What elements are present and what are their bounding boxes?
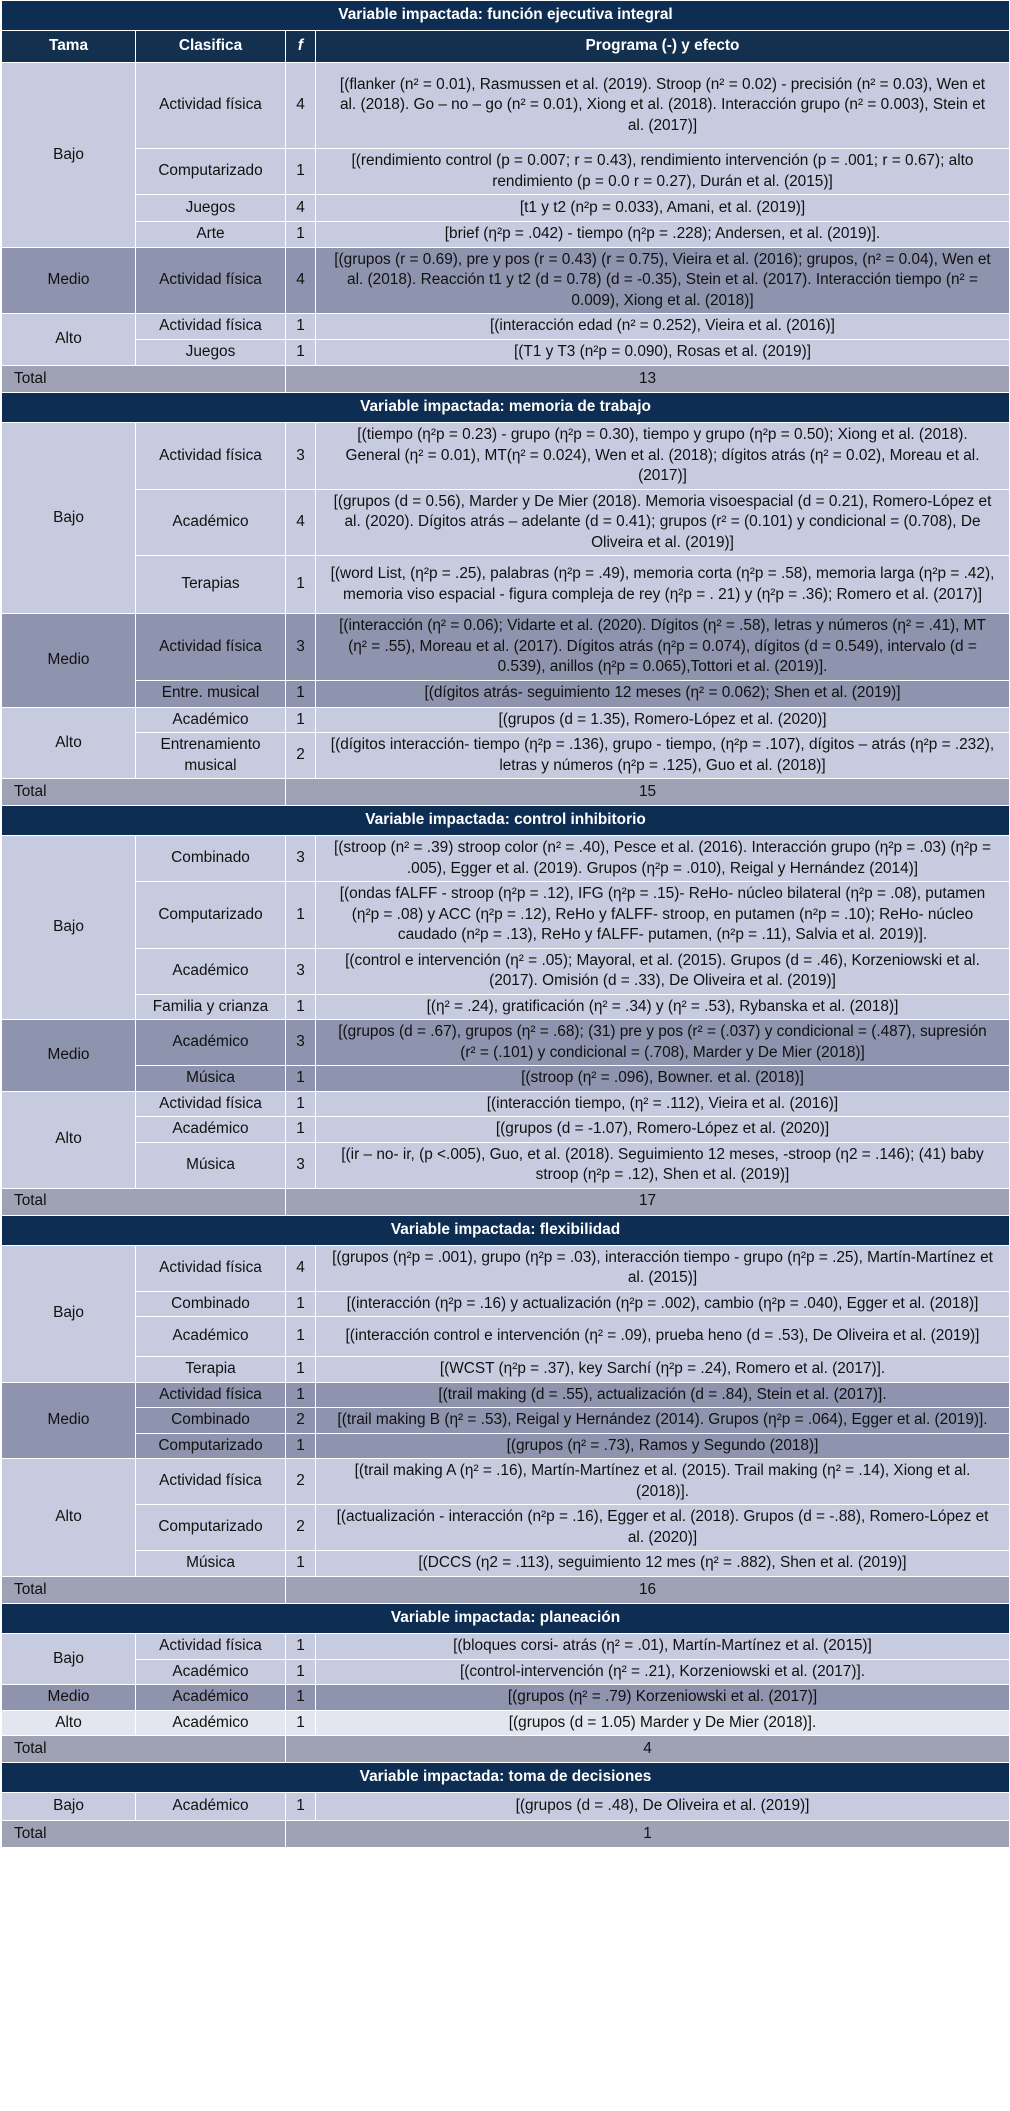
header-f: f xyxy=(286,31,316,63)
table-row xyxy=(2,556,1010,614)
total-label: Total xyxy=(2,366,286,393)
frequency-cell: 3 xyxy=(286,948,316,994)
table-row xyxy=(2,1357,1010,1383)
table-row xyxy=(2,1459,1010,1505)
programa-cell: [(rendimiento control (p = 0.007; r = 0.43), rendimiento intervención (p = .001; r = 0.67); alto rendimiento (p = 0.0 r = 0.27), Durán et al. (2015)] xyxy=(316,149,1010,195)
section-title: Variable impactada: memoria de trabajo xyxy=(2,393,1010,423)
clasifica-cell: Académico xyxy=(136,707,286,733)
clasifica-cell: Actividad física xyxy=(136,1091,286,1117)
table-row xyxy=(2,1793,1010,1821)
table-row xyxy=(2,1685,1010,1711)
section-title: Variable impactada: flexibilidad xyxy=(2,1215,1010,1245)
programa-cell: [(dígitos interacción- tiempo (η²p = .136), grupo - tiempo, (η²p = .107), dígitos – atrás (η²p = .232), letras y números (η²p = .125), Guo et al. (2018)] xyxy=(316,733,1010,779)
clasifica-cell: Juegos xyxy=(136,195,286,222)
header-programa: Programa (-) y efecto xyxy=(316,31,1010,63)
clasifica-cell: Académico xyxy=(136,1117,286,1143)
table-row xyxy=(2,489,1010,556)
table-row xyxy=(2,1117,1010,1143)
table-row xyxy=(2,1433,1010,1459)
clasifica-cell: Arte xyxy=(136,222,286,248)
tama-cell: Alto xyxy=(2,707,136,779)
table-row xyxy=(2,1408,1010,1434)
table-row xyxy=(2,1066,1010,1092)
frequency-cell: 1 xyxy=(286,882,316,949)
frequency-cell: 1 xyxy=(286,994,316,1020)
frequency-cell: 1 xyxy=(286,1793,316,1821)
clasifica-cell: Académico xyxy=(136,1317,286,1357)
table-row xyxy=(2,1291,1010,1317)
total-label: Total xyxy=(2,1188,286,1215)
frequency-cell: 4 xyxy=(286,195,316,222)
clasifica-cell: Académico xyxy=(136,948,286,994)
programa-cell: [(interacción control e intervención (η² = .09), prueba heno (d = .53), De Oliveira et al. (2019)] xyxy=(316,1317,1010,1357)
programa-cell: [(DCCS (η2 = .113), seguimiento 12 mes (η² = .882), Shen et al. (2019)] xyxy=(316,1551,1010,1577)
table-row xyxy=(2,1634,1010,1660)
tama-cell: Bajo xyxy=(2,836,136,1020)
tama-cell: Alto xyxy=(2,1091,136,1188)
frequency-cell: 1 xyxy=(286,1685,316,1711)
programa-cell: [(dígitos atrás- seguimiento 12 meses (η² = 0.062); Shen et al. (2019)] xyxy=(316,680,1010,707)
frequency-cell: 3 xyxy=(286,1020,316,1066)
results-table-body xyxy=(2,1,1010,1848)
programa-cell: [(grupos (η² = .73), Ramos y Segundo (2018)] xyxy=(316,1433,1010,1459)
programa-cell: [(stroop (n² = .39) stroop color (n² = .40), Pesce et al. (2016). Interacción grupo (η²p = .03) (η²p = .005), Egger et al. (2019). Grupos (η²p = .010), Reigal y Hernández (2014)] xyxy=(316,836,1010,882)
table-row xyxy=(2,948,1010,994)
programa-cell: [(interacción tiempo, (η² = .112), Vieira et al. (2016)] xyxy=(316,1091,1010,1117)
tama-cell: Medio xyxy=(2,247,136,314)
clasifica-cell: Entre. musical xyxy=(136,680,286,707)
frequency-cell: 1 xyxy=(286,1551,316,1577)
programa-cell: [(grupos (η²p = .001), grupo (η²p = .03), interacción tiempo - grupo (η²p = .25), Martín-Martínez et al. (2015)] xyxy=(316,1245,1010,1291)
clasifica-cell: Académico xyxy=(136,489,286,556)
clasifica-cell: Música xyxy=(136,1066,286,1092)
programa-cell: [(stroop (η² = .096), Bowner. et al. (2018)] xyxy=(316,1066,1010,1092)
table-row xyxy=(2,340,1010,366)
frequency-cell: 1 xyxy=(286,1317,316,1357)
clasifica-cell: Computarizado xyxy=(136,1505,286,1551)
frequency-cell: 1 xyxy=(286,1382,316,1408)
table-row xyxy=(2,733,1010,779)
clasifica-cell: Computarizado xyxy=(136,882,286,949)
clasifica-cell: Actividad física xyxy=(136,247,286,314)
section-header-row xyxy=(2,1763,1010,1793)
programa-cell: [(trail making B (η² = .53), Reigal y Hernández (2014). Grupos (η²p = .064), Egger et al. (2019)]. xyxy=(316,1408,1010,1434)
frequency-cell: 1 xyxy=(286,680,316,707)
section-title: Variable impactada: planeación xyxy=(2,1604,1010,1634)
programa-cell: [(control-intervención (η² = .21), Korzeniowski et al. (2017)]. xyxy=(316,1659,1010,1685)
total-label: Total xyxy=(2,1577,286,1604)
table-row xyxy=(2,423,1010,490)
total-row xyxy=(2,1577,1010,1604)
tama-cell: Medio xyxy=(2,1020,136,1092)
programa-cell: [(tiempo (η²p = 0.23) - grupo (η²p = 0.30), tiempo y grupo (η²p = 0.50); Xiong et al. (2018). General (η² = 0.01), MT(η² = 0.024), Wen et al. (2018); dígitos atrás (η² = 0.02), Moreau et al. (2017)] xyxy=(316,423,1010,490)
table-row xyxy=(2,247,1010,314)
clasifica-cell: Terapias xyxy=(136,556,286,614)
clasifica-cell: Música xyxy=(136,1551,286,1577)
frequency-cell: 3 xyxy=(286,614,316,681)
clasifica-cell: Actividad física xyxy=(136,423,286,490)
total-label: Total xyxy=(2,1821,286,1848)
clasifica-cell: Música xyxy=(136,1142,286,1188)
table-row xyxy=(2,195,1010,222)
total-label: Total xyxy=(2,779,286,806)
tama-cell: Medio xyxy=(2,614,136,708)
tama-cell: Bajo xyxy=(2,1245,136,1382)
clasifica-cell: Combinado xyxy=(136,1408,286,1434)
programa-cell: [(flanker (n² = 0.01), Rasmussen et al. (2019). Stroop (n² = 0.02) - precisión (n² = 0.03), Wen et al. (2018). Go – no – go (n² = 0.01), Xiong et al. (2018). Interacción grupo (n² = 0.003), Stein et al. (2017)] xyxy=(316,63,1010,149)
frequency-cell: 2 xyxy=(286,733,316,779)
total-row xyxy=(2,1736,1010,1763)
programa-cell: [(grupos (η² = .79) Korzeniowski et al. (2017)] xyxy=(316,1685,1010,1711)
total-row xyxy=(2,779,1010,806)
programa-cell: [(control e intervención (η² = .05); Mayoral, et al. (2015). Grupos (d = .46), Korzeniowski et al. (2017). Omisión (d = .33), De Oliveira et al. (2019)] xyxy=(316,948,1010,994)
frequency-cell: 2 xyxy=(286,1459,316,1505)
clasifica-cell: Académico xyxy=(136,1710,286,1736)
frequency-cell: 1 xyxy=(286,1710,316,1736)
clasifica-cell: Actividad física xyxy=(136,614,286,681)
tama-cell: Bajo xyxy=(2,1793,136,1821)
tama-cell: Alto xyxy=(2,1459,136,1577)
section-header-row xyxy=(2,393,1010,423)
clasifica-cell: Académico xyxy=(136,1659,286,1685)
total-value: 13 xyxy=(286,366,1010,393)
table-row xyxy=(2,222,1010,248)
section-header-row xyxy=(2,1215,1010,1245)
clasifica-cell: Juegos xyxy=(136,340,286,366)
section-title: Variable impactada: toma de decisiones xyxy=(2,1763,1010,1793)
frequency-cell: 4 xyxy=(286,1245,316,1291)
programa-cell: [(T1 y T3 (n²p = 0.090), Rosas et al. (2019)] xyxy=(316,340,1010,366)
total-value: 15 xyxy=(286,779,1010,806)
programa-cell: [(interacción (η²p = .16) y actualización (η²p = .002), cambio (η²p = .040), Egger et al. (2018)] xyxy=(316,1291,1010,1317)
programa-cell: [(grupos (r = 0.69), pre y pos (r = 0.43) (r = 0.75), Vieira et al. (2016); grupos, (n² = 0.04), Wen et al. (2018). Reacción t1 y t2 (d = 0.78) (d = -0.35), Stein et al. (2017). Interacción tiempo (n² = 0.009), Xiong et al. (2018)] xyxy=(316,247,1010,314)
total-label: Total xyxy=(2,1736,286,1763)
frequency-cell: 3 xyxy=(286,423,316,490)
programa-cell: [(trail making A (η² = .16), Martín-Martínez et al. (2015). Trail making (η² = .14), Xiong et al. (2018)]. xyxy=(316,1459,1010,1505)
table-row xyxy=(2,149,1010,195)
table-row xyxy=(2,1551,1010,1577)
clasifica-cell: Académico xyxy=(136,1020,286,1066)
clasifica-cell: Computarizado xyxy=(136,149,286,195)
frequency-cell: 2 xyxy=(286,1408,316,1434)
total-row xyxy=(2,1188,1010,1215)
programa-cell: [(η² = .24), gratificación (η² = .34) y (η² = .53), Rybanska et al. (2018)] xyxy=(316,994,1010,1020)
frequency-cell: 3 xyxy=(286,836,316,882)
total-value: 1 xyxy=(286,1821,1010,1848)
frequency-cell: 1 xyxy=(286,222,316,248)
programa-cell: [(trail making (d = .55), actualización (d = .84), Stein et al. (2017)]. xyxy=(316,1382,1010,1408)
clasifica-cell: Académico xyxy=(136,1685,286,1711)
tama-cell: Bajo xyxy=(2,63,136,248)
table-row xyxy=(2,1245,1010,1291)
tama-cell: Alto xyxy=(2,314,136,366)
programa-cell: [(ir – no- ir, (p <.005), Guo, et al. (2018). Seguimiento 12 meses, -stroop (η2 = .146); (41) baby stroop (η²p = .12), Shen et al. (2019)] xyxy=(316,1142,1010,1188)
clasifica-cell: Terapia xyxy=(136,1357,286,1383)
table-row xyxy=(2,63,1010,149)
frequency-cell: 1 xyxy=(286,314,316,340)
table-row xyxy=(2,1382,1010,1408)
programa-cell: [(grupos (d = -1.07), Romero-López et al. (2020)] xyxy=(316,1117,1010,1143)
frequency-cell: 1 xyxy=(286,1433,316,1459)
section-title: Variable impactada: función ejecutiva integral xyxy=(2,1,1010,31)
section-header-row xyxy=(2,1604,1010,1634)
clasifica-cell: Entrenamiento musical xyxy=(136,733,286,779)
frequency-cell: 1 xyxy=(286,1066,316,1092)
frequency-cell: 4 xyxy=(286,247,316,314)
column-header-row xyxy=(2,31,1010,63)
tama-cell: Alto xyxy=(2,1710,136,1736)
table-row xyxy=(2,680,1010,707)
programa-cell: [(grupos (d = 1.05) Marder y De Mier (2018)]. xyxy=(316,1710,1010,1736)
table-row xyxy=(2,1505,1010,1551)
programa-cell: [(word List, (η²p = .25), palabras (η²p = .49), memoria corta (η²p = .58), memoria larga (η²p = .42), memoria viso espacial - figura compleja de rey (η²p = . 21) y (η²p = .36); Romero et al. (2017)] xyxy=(316,556,1010,614)
table-row xyxy=(2,1020,1010,1066)
programa-cell: [(grupos (d = 0.56), Marder y De Mier (2018). Memoria visoespacial (d = 0.21), Romero-López et al. (2020). Dígitos atrás – adelante (d = 0.41); grupos (r² = (0.101) y condicional = (0.708), De Oliveira et al. (2019)] xyxy=(316,489,1010,556)
total-row xyxy=(2,366,1010,393)
table-row xyxy=(2,882,1010,949)
programa-cell: [(ondas fALFF - stroop (η²p = .12), IFG (η²p = .15)- ReHo- núcleo bilateral (η²p = .08), putamen (η²p = .08) y ACC (η²p = .12), ReHo y fALFF- stroop, en putamen (n²p = .10); ReHo- núcleo caudado (n²p = .13), ReHo y fALFF- putamen, (n²p = .11), Salvia et al. 2019)]. xyxy=(316,882,1010,949)
programa-cell: [(bloques corsi- atrás (η² = .01), Martín-Martínez et al. (2015)] xyxy=(316,1634,1010,1660)
programa-cell: [t1 y t2 (n²p = 0.033), Amani, et al. (2019)] xyxy=(316,195,1010,222)
section-title: Variable impactada: control inhibitorio xyxy=(2,806,1010,836)
total-value: 4 xyxy=(286,1736,1010,1763)
tama-cell: Medio xyxy=(2,1382,136,1459)
frequency-cell: 1 xyxy=(286,1634,316,1660)
programa-cell: [(grupos (d = .67), grupos (η² = .68); (31) pre y pos (r² = (.037) y condicional = (.487), supresión (r² = (.101) y condicional = (.708), Marder y De Mier (2018)] xyxy=(316,1020,1010,1066)
table-row xyxy=(2,1091,1010,1117)
programa-cell: [brief (η²p = .042) - tiempo (η²p = .228); Andersen, et al. (2019)]. xyxy=(316,222,1010,248)
programa-cell: [(actualización - interacción (n²p = .16), Egger et al. (2018). Grupos (d = -.88), Romero-López et al. (2020)] xyxy=(316,1505,1010,1551)
frequency-cell: 1 xyxy=(286,707,316,733)
clasifica-cell: Académico xyxy=(136,1793,286,1821)
table-row xyxy=(2,1710,1010,1736)
results-table xyxy=(1,0,1010,1848)
programa-cell: [(interacción edad (n² = 0.252), Vieira et al. (2016)] xyxy=(316,314,1010,340)
frequency-cell: 1 xyxy=(286,149,316,195)
table-row xyxy=(2,614,1010,681)
frequency-cell: 1 xyxy=(286,1291,316,1317)
table-row xyxy=(2,707,1010,733)
tama-cell: Bajo xyxy=(2,423,136,614)
frequency-cell: 1 xyxy=(286,1091,316,1117)
clasifica-cell: Actividad física xyxy=(136,63,286,149)
programa-cell: [(grupos (d = 1.35), Romero-López et al. (2020)] xyxy=(316,707,1010,733)
table-row xyxy=(2,994,1010,1020)
header-clasifica: Clasifica xyxy=(136,31,286,63)
clasifica-cell: Computarizado xyxy=(136,1433,286,1459)
frequency-cell: 2 xyxy=(286,1505,316,1551)
programa-cell: [(interacción (η² = 0.06); Vidarte et al. (2020). Dígitos (η² = .58), letras y números (η² = .41), MT (η² = .55), Moreau et al. (2017). Dígitos atrás (η²p = 0.074), dígitos (d = 0.549), intervalo (d = 0.539), anillos (η²p = 0.065),Tottori et al. (2019)]. xyxy=(316,614,1010,681)
clasifica-cell: Combinado xyxy=(136,836,286,882)
clasifica-cell: Actividad física xyxy=(136,314,286,340)
section-header-row xyxy=(2,1,1010,31)
frequency-cell: 1 xyxy=(286,556,316,614)
tama-cell: Medio xyxy=(2,1685,136,1711)
total-row xyxy=(2,1821,1010,1848)
clasifica-cell: Combinado xyxy=(136,1291,286,1317)
frequency-cell: 1 xyxy=(286,340,316,366)
table-row xyxy=(2,314,1010,340)
section-header-row xyxy=(2,806,1010,836)
programa-cell: [(grupos (d = .48), De Oliveira et al. (2019)] xyxy=(316,1793,1010,1821)
total-value: 17 xyxy=(286,1188,1010,1215)
table-row xyxy=(2,836,1010,882)
frequency-cell: 4 xyxy=(286,489,316,556)
frequency-cell: 1 xyxy=(286,1659,316,1685)
total-value: 16 xyxy=(286,1577,1010,1604)
frequency-cell: 1 xyxy=(286,1117,316,1143)
programa-cell: [(WCST (η²p = .37), key Sarchí (η²p = .24), Romero et al. (2017)]. xyxy=(316,1357,1010,1383)
frequency-cell: 1 xyxy=(286,1357,316,1383)
clasifica-cell: Familia y crianza xyxy=(136,994,286,1020)
clasifica-cell: Actividad física xyxy=(136,1245,286,1291)
tama-cell: Bajo xyxy=(2,1634,136,1685)
frequency-cell: 3 xyxy=(286,1142,316,1188)
table-row xyxy=(2,1142,1010,1188)
header-tama: Tama xyxy=(2,31,136,63)
clasifica-cell: Actividad física xyxy=(136,1634,286,1660)
clasifica-cell: Actividad física xyxy=(136,1459,286,1505)
clasifica-cell: Actividad física xyxy=(136,1382,286,1408)
table-row xyxy=(2,1317,1010,1357)
frequency-cell: 4 xyxy=(286,63,316,149)
table-row xyxy=(2,1659,1010,1685)
